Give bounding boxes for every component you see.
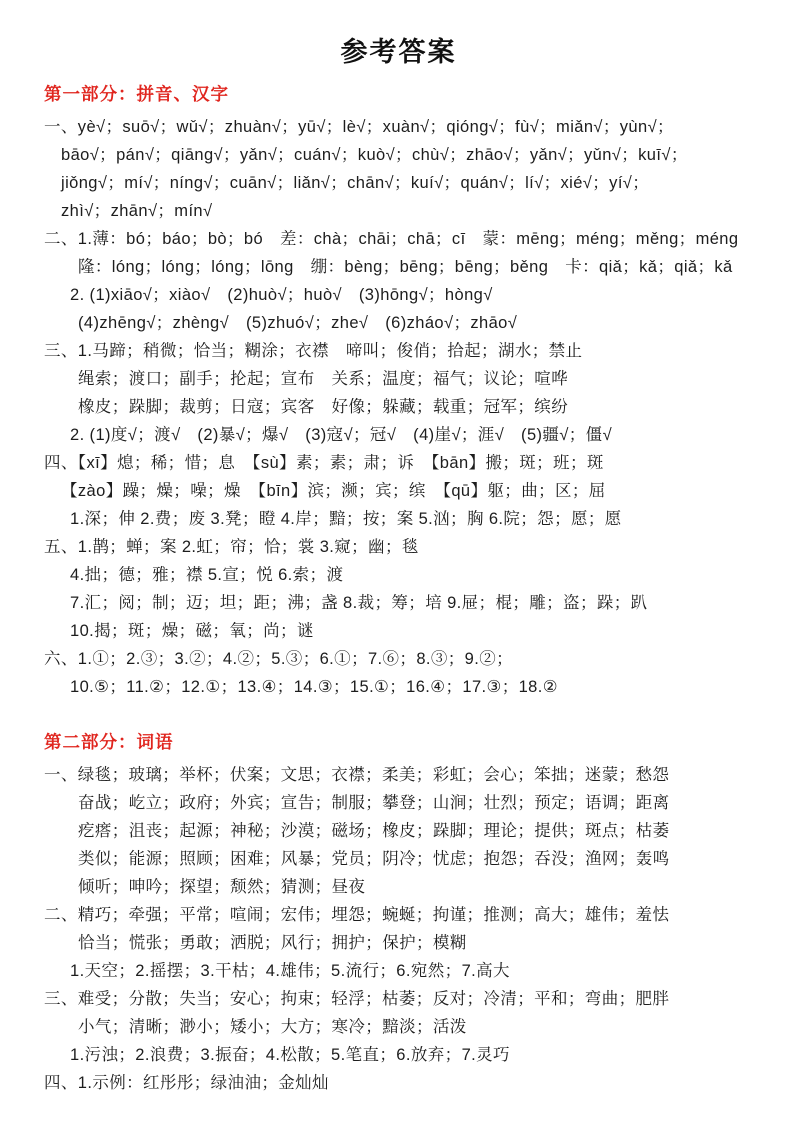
answer-line: 2. (1)xiāo√；xiào√ (2)huò√；huò√ (3)hōng√；hòng√ bbox=[70, 286, 493, 304]
answer-line: 二、精巧；牵强；平常；喧闹；宏伟；埋怨；蜿蜒；拘谨；推测；高大；雄伟；羞怯 bbox=[44, 906, 670, 924]
answer-line: 隆：lóng；lóng；lóng；lōng 绷：bèng；bēng；bēng；běng 卡：qiǎ；kǎ；qiǎ；kǎ bbox=[78, 258, 733, 276]
answer-line: 四、【xī】熄；稀；惜；息 【sù】素；素；肃；诉 【bān】搬；斑；班；斑 bbox=[44, 454, 604, 472]
section1-heading: 第一部分：拼音、汉字 bbox=[44, 84, 229, 104]
answer-line: 1.深；伸 2.费；废 3.凳；瞪 4.岸；黯；按；案 5.汹；胸 6.院；怨；愿；愿 bbox=[70, 510, 622, 528]
answer-line: 7.汇；阅；制；迈；坦；距；沸；盏 8.裁；筹；培 9.屉；棍；雕；盗；跺；趴 bbox=[70, 594, 648, 612]
answer-line: 二、1.薄：bó；báo；bò；bó 差：chà；chāi；chā；cī 蒙：mēng；méng；měng；méng bbox=[44, 230, 739, 248]
answer-line: 2. (1)度√；渡√ (2)暴√；爆√ (3)寇√；冠√ (4)崖√；涯√ (5)疆√；僵√ bbox=[70, 426, 613, 444]
answer-line: 4.拙；德；雅；襟 5.宣；悦 6.索；渡 bbox=[70, 566, 344, 584]
answer-line: 一、yè√；suō√；wǔ√；zhuàn√；yū√；lè√；xuàn√；qióng√；fù√；miǎn√；yùn√； bbox=[44, 118, 674, 136]
answer-line: 奋战；屹立；政府；外宾；宣告；制服；攀登；山涧；壮烈；预定；语调；距离 bbox=[78, 794, 670, 812]
answer-line: 【zào】躁；燥；噪；燥 【bīn】滨；濒；宾；缤 【qū】躯；曲；区；屈 bbox=[61, 482, 606, 500]
answer-line: 1.污浊；2.浪费；3.振奋；4.松散；5.笔直；6.放弃；7.灵巧 bbox=[70, 1046, 510, 1064]
answer-line: 一、绿毯；玻璃；举杯；伏案；文思；衣襟；柔美；彩虹；会心；笨拙；迷蒙；愁怨 bbox=[44, 766, 670, 784]
answer-line: 五、1.鹊；蝉；案 2.虹；帘；恰；裳 3.窥；幽；毯 bbox=[44, 538, 419, 556]
answer-line: zhì√；zhān√；mín√ bbox=[61, 202, 213, 220]
section2-heading: 第二部分：词语 bbox=[44, 732, 174, 752]
answer-line: 10.⑤；11.②；12.①；13.④；14.③；15.①；16.④；17.③；18.② bbox=[70, 678, 558, 696]
answer-line: 橡皮；跺脚；裁剪；日寇；宾客 好像；躲藏；载重；冠军；缤纷 bbox=[78, 398, 569, 416]
answer-line: 疙瘩；沮丧；起源；神秘；沙漠；磁场；橡皮；跺脚；理论；提供；斑点；枯萎 bbox=[78, 822, 670, 840]
answer-line: (4)zhēng√；zhèng√ (5)zhuó√；zhe√ (6)zháo√；zhāo√ bbox=[78, 314, 518, 332]
answer-line: 10.揭；斑；燥；磁；氧；尚；谜 bbox=[70, 622, 314, 640]
answer-line: 倾听；呻吟；探望；颓然；猜测；昼夜 bbox=[78, 878, 366, 896]
answer-line: 三、1.马蹄；稍微；恰当；糊涂；衣襟 啼叫；俊俏；拾起；湖水；禁止 bbox=[44, 342, 583, 360]
answer-line: 1.天空；2.摇摆；3.干枯；4.雄伟；5.流行；6.宛然；7.高大 bbox=[70, 962, 510, 980]
answer-line: 类似；能源；照顾；困难；风暴；党员；阴冷；忧虑；抱怨；吞没；渔网；轰鸣 bbox=[78, 850, 670, 868]
page-title: 参考答案 bbox=[340, 37, 457, 67]
answer-line: 小气；清晰；渺小；矮小；大方；寒冷；黯淡；活泼 bbox=[78, 1018, 467, 1036]
answer-line: jiǒng√；mí√；níng√；cuān√；liǎn√；chān√；kuí√；quán√；lí√；xié√；yí√； bbox=[61, 174, 650, 192]
answer-line: 三、难受；分散；失当；安心；拘束；轻浮；枯萎；反对；冷清；平和；弯曲；肥胖 bbox=[44, 990, 670, 1008]
answer-line: 绳索；渡口；副手；抡起；宣布 关系；温度；福气；议论；喧哗 bbox=[78, 370, 569, 388]
answer-line: 六、1.①；2.③；3.②；4.②；5.③；6.①；7.⑥；8.③；9.②； bbox=[44, 650, 514, 668]
answer-line: bāo√；pán√；qiāng√；yǎn√；cuán√；kuò√；chù√；zhāo√；yǎn√；yǔn√；kuī√； bbox=[61, 146, 688, 164]
answer-line: 恰当；慌张；勇敢；洒脱；风行；拥护；保护；模糊 bbox=[78, 934, 467, 952]
answer-line: 四、1.示例：红彤彤；绿油油；金灿灿 bbox=[44, 1074, 329, 1092]
